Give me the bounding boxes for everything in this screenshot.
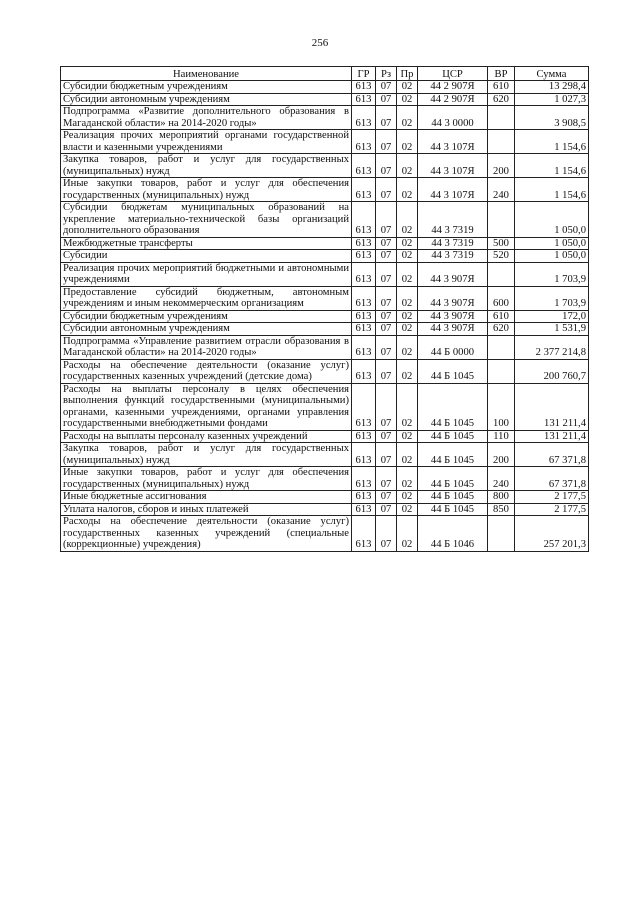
col-header-name: Наименование [61,67,352,81]
cell-name: Закупка товаров, работ и услуг для государственных (муниципальных) нужд [61,154,352,178]
table-row [61,491,589,504]
cell-csr: 44 3 907Я [418,310,488,323]
table-row [61,443,589,467]
cell-pr: 02 [397,93,418,106]
table-row [61,323,589,336]
cell-rz: 07 [376,286,397,310]
cell-pr: 02 [397,202,418,238]
cell-csr: 44 Б 1045 [418,430,488,443]
cell-vr [488,359,515,383]
cell-gr: 613 [352,130,376,154]
table-row [61,262,589,286]
cell-vr: 800 [488,491,515,504]
cell-gr: 613 [352,154,376,178]
table-row [61,93,589,106]
cell-vr [488,516,515,552]
cell-gr: 613 [352,178,376,202]
cell-name: Расходы на обеспечение деятельности (оказание услуг) государственных казенных учреждений (детские дома) [61,359,352,383]
cell-rz: 07 [376,516,397,552]
table-row [61,250,589,263]
cell-gr: 613 [352,93,376,106]
cell-rz: 07 [376,503,397,516]
cell-pr: 02 [397,237,418,250]
cell-rz: 07 [376,93,397,106]
cell-csr: 44 Б 1046 [418,516,488,552]
cell-vr: 100 [488,383,515,430]
cell-csr: 44 3 7319 [418,237,488,250]
cell-gr: 613 [352,443,376,467]
cell-pr: 02 [397,323,418,336]
cell-pr: 02 [397,503,418,516]
cell-rz: 07 [376,202,397,238]
cell-vr: 240 [488,467,515,491]
cell-sum: 1 050,0 [515,202,589,238]
cell-name: Уплата налогов, сборов и иных платежей [61,503,352,516]
col-header-gr: ГР [352,67,376,81]
cell-sum: 13 298,4 [515,81,589,94]
cell-vr [488,262,515,286]
cell-sum: 67 371,8 [515,467,589,491]
cell-gr: 613 [352,106,376,130]
cell-pr: 02 [397,491,418,504]
cell-name: Реализация прочих мероприятий бюджетными и автономными учреждениями [61,262,352,286]
cell-sum: 1 027,3 [515,93,589,106]
cell-csr: 44 2 907Я [418,81,488,94]
cell-vr: 600 [488,286,515,310]
table-row [61,237,589,250]
cell-rz: 07 [376,359,397,383]
cell-csr: 44 3 907Я [418,262,488,286]
cell-name: Иные бюджетные ассигнования [61,491,352,504]
cell-gr: 613 [352,359,376,383]
cell-gr: 613 [352,516,376,552]
cell-rz: 07 [376,491,397,504]
cell-sum: 1 050,0 [515,237,589,250]
page-number: 256 [311,37,329,49]
cell-sum: 67 371,8 [515,443,589,467]
cell-rz: 07 [376,467,397,491]
cell-gr: 613 [352,286,376,310]
cell-csr: 44 3 7319 [418,250,488,263]
cell-sum: 2 177,5 [515,491,589,504]
cell-pr: 02 [397,286,418,310]
cell-sum: 2 177,5 [515,503,589,516]
cell-name: Субсидии бюджетным учреждениям [61,310,352,323]
cell-gr: 613 [352,467,376,491]
cell-csr: 44 Б 1045 [418,383,488,430]
cell-vr: 200 [488,443,515,467]
table-row [61,467,589,491]
table-row [61,81,589,94]
cell-csr: 44 2 907Я [418,93,488,106]
table-row [61,202,589,238]
cell-pr: 02 [397,178,418,202]
col-header-pr: Пр [397,67,418,81]
cell-sum: 131 211,4 [515,383,589,430]
cell-rz: 07 [376,323,397,336]
cell-pr: 02 [397,443,418,467]
col-header-sum: Сумма [515,67,589,81]
cell-name: Предоставление субсидий бюджетным, автономным учреждениям и иным некоммерческим организациям [61,286,352,310]
col-header-rz: Рз [376,67,397,81]
cell-name: Закупка товаров, работ и услуг для государственных (муниципальных) нужд [61,443,352,467]
cell-sum: 1 703,9 [515,262,589,286]
cell-name: Субсидии бюджетам муниципальных образований на укрепление материально-технической базы организаций дополнительного образования [61,202,352,238]
cell-vr: 520 [488,250,515,263]
table-row [61,154,589,178]
table-row [61,503,589,516]
cell-sum: 1 531,9 [515,323,589,336]
cell-gr: 613 [352,323,376,336]
cell-rz: 07 [376,250,397,263]
cell-sum: 1 154,6 [515,178,589,202]
cell-sum: 1 050,0 [515,250,589,263]
cell-vr [488,130,515,154]
cell-pr: 02 [397,154,418,178]
cell-sum: 1 703,9 [515,286,589,310]
cell-vr: 620 [488,323,515,336]
table-row [61,178,589,202]
cell-name: Подпрограмма «Управление развитием отрасли образования в Магаданской области» на 2014-2020 годы» [61,335,352,359]
cell-name: Субсидии автономным учреждениям [61,93,352,106]
cell-rz: 07 [376,130,397,154]
cell-gr: 613 [352,81,376,94]
cell-rz: 07 [376,443,397,467]
table-row [61,516,589,552]
cell-vr: 500 [488,237,515,250]
cell-rz: 07 [376,262,397,286]
cell-rz: 07 [376,335,397,359]
cell-vr: 610 [488,310,515,323]
cell-name: Подпрограмма «Развитие дополнительного образования в Магаданской области» на 2014-2020 годы» [61,106,352,130]
cell-gr: 613 [352,503,376,516]
cell-csr: 44 3 907Я [418,286,488,310]
cell-sum: 172,0 [515,310,589,323]
cell-csr: 44 3 107Я [418,178,488,202]
cell-csr: 44 Б 1045 [418,359,488,383]
cell-name: Субсидии автономным учреждениям [61,323,352,336]
cell-rz: 07 [376,178,397,202]
cell-csr: 44 Б 1045 [418,491,488,504]
cell-rz: 07 [376,383,397,430]
table-row [61,286,589,310]
cell-name: Иные закупки товаров, работ и услуг для обеспечения государственных (муниципальных) нужд [61,178,352,202]
cell-csr: 44 3 107Я [418,130,488,154]
table-row [61,335,589,359]
cell-csr: 44 Б 1045 [418,467,488,491]
cell-pr: 02 [397,467,418,491]
table-row [61,359,589,383]
cell-pr: 02 [397,516,418,552]
cell-sum: 200 760,7 [515,359,589,383]
cell-name: Реализация прочих мероприятий органами государственной власти и казенными учреждениями [61,130,352,154]
cell-vr: 200 [488,154,515,178]
cell-pr: 02 [397,106,418,130]
cell-csr: 44 3 7319 [418,202,488,238]
cell-vr [488,335,515,359]
table-row [61,430,589,443]
cell-csr: 44 3 107Я [418,154,488,178]
cell-pr: 02 [397,262,418,286]
cell-pr: 02 [397,250,418,263]
cell-gr: 613 [352,430,376,443]
table-row [61,106,589,130]
table-row [61,310,589,323]
cell-sum: 3 908,5 [515,106,589,130]
cell-vr: 110 [488,430,515,443]
col-header-vr: ВР [488,67,515,81]
cell-name: Субсидии бюджетным учреждениям [61,81,352,94]
cell-csr: 44 3 907Я [418,323,488,336]
cell-name: Иные закупки товаров, работ и услуг для обеспечения государственных (муниципальных) нужд [61,467,352,491]
cell-pr: 02 [397,81,418,94]
cell-gr: 613 [352,237,376,250]
cell-csr: 44 Б 1045 [418,443,488,467]
col-header-csr: ЦСР [418,67,488,81]
cell-vr: 850 [488,503,515,516]
cell-rz: 07 [376,154,397,178]
cell-pr: 02 [397,359,418,383]
cell-vr [488,202,515,238]
table-row [61,130,589,154]
cell-gr: 613 [352,491,376,504]
cell-vr [488,106,515,130]
cell-vr: 610 [488,81,515,94]
cell-sum: 257 201,3 [515,516,589,552]
cell-sum: 131 211,4 [515,430,589,443]
cell-sum: 1 154,6 [515,154,589,178]
cell-name: Расходы на выплаты персоналу в целях обеспечения выполнения функций государственными (муниципальными) органами, казенными учреждениями, органами управления государственными внебюджетными фондами [61,383,352,430]
cell-pr: 02 [397,383,418,430]
cell-vr: 240 [488,178,515,202]
cell-gr: 613 [352,335,376,359]
cell-gr: 613 [352,310,376,323]
cell-pr: 02 [397,130,418,154]
cell-gr: 613 [352,250,376,263]
table-row [61,383,589,430]
cell-gr: 613 [352,383,376,430]
cell-csr: 44 3 0000 [418,106,488,130]
table-header-row [61,67,589,81]
cell-rz: 07 [376,106,397,130]
cell-csr: 44 Б 0000 [418,335,488,359]
cell-rz: 07 [376,237,397,250]
cell-pr: 02 [397,335,418,359]
cell-sum: 2 377 214,8 [515,335,589,359]
cell-name: Субсидии [61,250,352,263]
cell-csr: 44 Б 1045 [418,503,488,516]
cell-rz: 07 [376,81,397,94]
cell-pr: 02 [397,310,418,323]
cell-gr: 613 [352,202,376,238]
cell-gr: 613 [352,262,376,286]
table-body [61,81,589,552]
cell-name: Расходы на выплаты персоналу казенных учреждений [61,430,352,443]
cell-rz: 07 [376,310,397,323]
cell-rz: 07 [376,430,397,443]
cell-pr: 02 [397,430,418,443]
cell-vr: 620 [488,93,515,106]
cell-sum: 1 154,6 [515,130,589,154]
cell-name: Межбюджетные трансферты [61,237,352,250]
budget-table [60,66,589,552]
cell-name: Расходы на обеспечение деятельности (оказание услуг) государственных казенных учреждений (специальные (коррекционные) учреждения) [61,516,352,552]
